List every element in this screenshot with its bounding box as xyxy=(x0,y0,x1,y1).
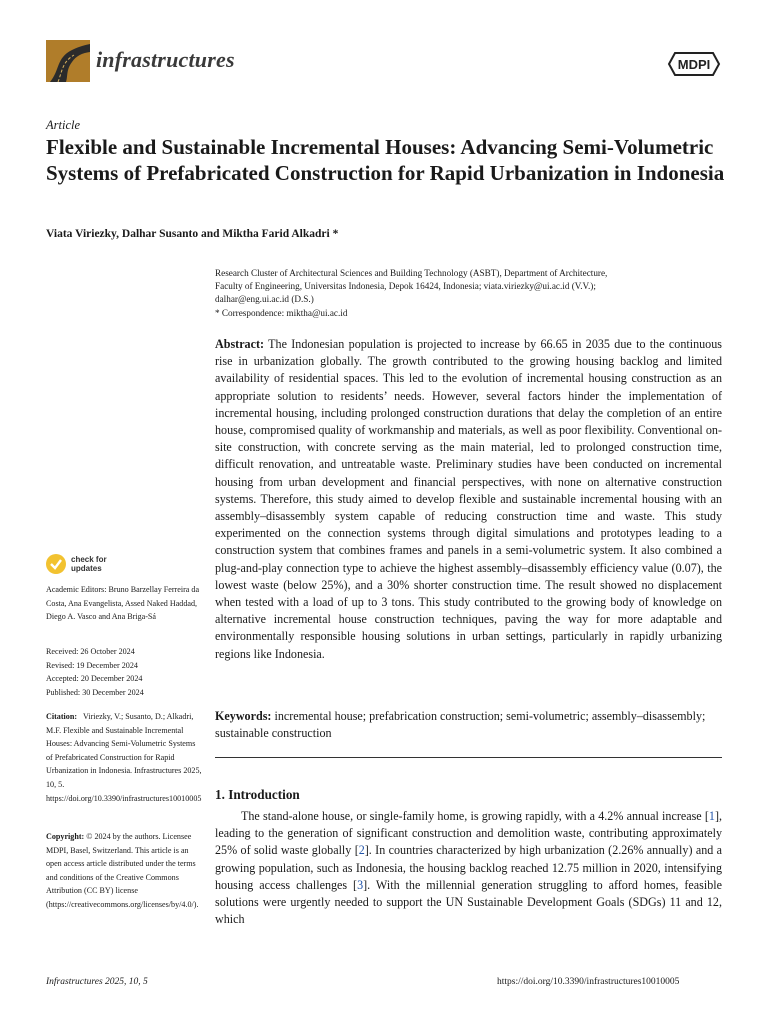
check-icon xyxy=(46,554,66,574)
affiliation-block xyxy=(215,267,725,320)
intro-text: The stand-alone house, or single-family home, is growing rapidly, with a 4.2% annual increase [ xyxy=(241,809,709,823)
author-list: Viata Viriezky, Dalhar Susanto and Miktha Farid Alkadri * xyxy=(46,228,339,240)
intro-text: ]. With the millennial generation struggling to afford homes, feasible solutions were urgently needed to support the UN Sustainable Development Goals (SDGs) 11 and 12, which xyxy=(215,877,722,927)
keywords-text: incremental house; prefabrication construction; semi-volumetric; assembly–disassembly; sustainable construction xyxy=(215,709,706,741)
abstract-label: Abstract: xyxy=(215,337,265,351)
check-for-updates-line: updates xyxy=(71,564,102,573)
citation-link[interactable]: 1 xyxy=(708,809,715,823)
citation-link[interactable]: 2 xyxy=(358,843,365,858)
footer-journal-reference: Infrastructures 2025, 10, 5 xyxy=(46,977,148,987)
keywords xyxy=(215,708,722,742)
affiliation-line: Research Cluster of Architectural Sciences and Building Technology (ASBT), Department of Architecture, xyxy=(215,268,608,278)
intro-text: ], leading to the generation of significant construction and demolition waste, contributing approximately 25% of solid waste globally [ xyxy=(215,809,722,858)
mdpi-logo-text: MDPI xyxy=(677,57,711,72)
section-divider xyxy=(215,757,722,758)
publication-dates xyxy=(46,645,202,699)
published-date: Published: 30 December 2024 xyxy=(46,687,144,697)
affiliation-line: Faculty of Engineering, Universitas Indonesia, Depok 16424, Indonesia; viata.viriezky@ui.ac.id (V.V.); xyxy=(215,281,596,292)
check-for-updates-badge[interactable] xyxy=(46,554,156,576)
academic-editors xyxy=(46,583,202,624)
revised-date: Revised: 19 December 2024 xyxy=(46,660,138,670)
check-for-updates-text xyxy=(71,555,107,573)
keywords-label: Keywords: xyxy=(215,709,272,723)
copyright-label: Copyright: xyxy=(46,832,85,841)
section-heading-introduction: 1. Introduction xyxy=(215,787,300,802)
editors-text: Academic Editors: Bruno Barzellay Ferreira da Costa, Ana Evangelista, Assed Naked Haddad, Diego A. Vasco and Ana Briga-Sá xyxy=(46,585,200,622)
introduction-paragraph xyxy=(215,808,722,928)
mdpi-logo[interactable] xyxy=(667,50,721,78)
intro-text: ]. In countries characterized by high urbanization (2.26% annually) and a growing population, such as Indonesia, the housing backlog reached 12.75 million in 2020, intensifying housing access challenges [ xyxy=(215,843,723,892)
received-date: Received: 26 October 2024 xyxy=(46,647,135,656)
article-title: Flexible and Sustainable Incremental Houses: Advancing Semi-Volumetric Systems of Prefabricated Construction for Rapid Urbanization in Indonesia xyxy=(46,135,725,185)
citation-link[interactable]: 3 xyxy=(357,877,364,892)
accepted-date: Accepted: 20 December 2024 xyxy=(46,674,143,684)
abstract xyxy=(215,336,722,663)
road-curve-logo-icon xyxy=(46,40,90,82)
copyright-text: © 2024 by the authors. Licensee MDPI, Basel, Switzerland. This article is an open access article distributed under the terms and conditions of the Creative Commons Attribution (CC BY) license (https://creativecommons.org/licenses/by/4.0/). xyxy=(46,832,199,909)
affiliation-line: dalhar@eng.ui.ac.id (D.S.) xyxy=(215,294,314,305)
citation-text: Viriezky, V.; Susanto, D.; Alkadri, M.F. Flexible and Sustainable Incremental Houses: Advancing Semi-Volumetric Systems of Prefabricated Construction for Rapid Urbanization in Indonesia. Infrastructures 2025, 10, 5. https://doi.org/10.3390/infrastructures10010005 xyxy=(46,712,202,803)
mdpi-logo-icon xyxy=(667,50,721,78)
footer-doi-link[interactable]: https://doi.org/10.3390/infrastructures10010005 xyxy=(497,977,680,987)
article-type-label: Article xyxy=(46,118,81,132)
abstract-text: The Indonesian population is projected to increase by 66.65 in 2035 due to the continuous rise in urbanization globally. The growth contributed to the growing housing backlog and limited availability of residential spaces. This led to the evolution of incremental housing construction as an appropriate solution to residents’ needs. However, several factors hinder the implementation of incremental housing, including prolonged construction durations that delay the completion of an entire house, compromised quality of workmanship and materials, as well as poor flexibility. Conventional on-site construction, with concrete serving as the main material, led to prolonged construction time, difficult renovation, and untreatable waste. Preliminary studies have been conducted on incremental housing from urban development and financial perspectives, with none on alternative construction systems. Therefore, this study aimed to develop flexible and sustainable incremental housing with an assembly–disassembly system capable of reducing construction time and waste. This study experimented on the connection systems through digital simulations and prototypes leading to a construction system that combines frames and panels in a semi-volumetric system. It also combined a plug-and-play connection type to achieve the highest assembly–disassembly efficiency value (0.07), the lowest waste (below 25%), and a 30% shorter construction time. The result showed no displacement when tested with a load of up to 3 tons. This study contributed to the growing body of knowledge on alternative incremental house construction techniques, paving the way for more adaptable and environmentally responsible housing solutions in urban settings, particularly in rapidly urbanizing regions like Indonesia. xyxy=(215,337,722,661)
check-for-updates-line: check for xyxy=(71,555,107,564)
journal-name[interactable]: infrastructures xyxy=(96,47,235,72)
correspondence-line: * Correspondence: miktha@ui.ac.id xyxy=(215,307,348,318)
journal-logo xyxy=(46,40,90,82)
copyright-block xyxy=(46,830,202,912)
citation-label: Citation: xyxy=(46,712,78,721)
citation-block xyxy=(46,710,202,805)
